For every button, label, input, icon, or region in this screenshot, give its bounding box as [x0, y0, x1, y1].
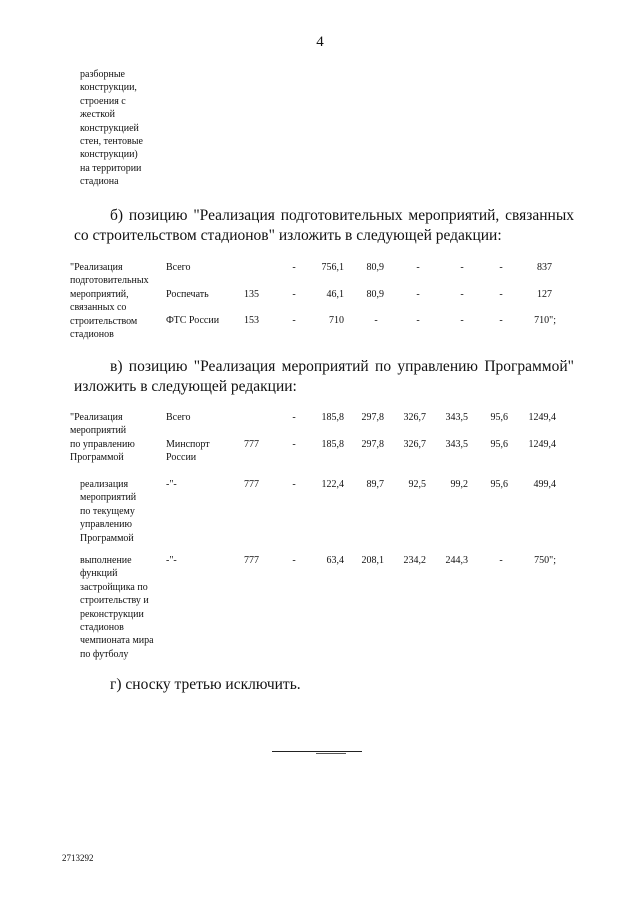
table-b-row-1-col1: -: [292, 262, 296, 273]
table-b-row-3-code: 153: [244, 315, 259, 326]
table-b-row-1-col3: 80,9: [366, 262, 384, 273]
table-v-row-1-col6: 95,6: [490, 412, 508, 423]
closing-rule: [272, 751, 362, 752]
table-v-row-3-col6: 95,6: [490, 479, 508, 490]
table-v-row-3-col4: 92,5: [408, 479, 426, 490]
closing-rule-mark: [316, 753, 346, 754]
table-v-row-3-col5: 99,2: [450, 479, 468, 490]
table-v-row-2-col3: 297,8: [361, 439, 384, 450]
table-v-row-3-col1: -: [292, 479, 296, 490]
table-v-row-1-executor: Всего: [166, 412, 191, 423]
table-b-row-2-executor: Роспечать: [166, 289, 209, 300]
table-v-row-4-name: выполнение функций застройщика по строительству и реконструкции стадионов чемпионата мира по футболу: [80, 555, 154, 660]
table-v-row-4-col2: 63,4: [326, 555, 344, 566]
table-b-row-3-col2: 710: [329, 315, 344, 326]
table-v-row-1-col2: 185,8: [321, 412, 344, 423]
table-v-row-2-col6: 95,6: [490, 439, 508, 450]
table-b-row-1-col6: -: [499, 262, 503, 273]
paragraph-g: г) сноску третью исключить.: [110, 676, 301, 693]
table-b-row-3-col4: -: [416, 315, 420, 326]
paragraph-v-line1: в) позицию "Реализация мероприятий по управлению Программой": [110, 358, 574, 375]
table-b-row-2-total: 127: [537, 289, 552, 300]
page-number: 4: [316, 34, 324, 50]
table-b-row-3-col3: -: [374, 315, 378, 326]
table-v-row-3-col2: 122,4: [321, 479, 344, 490]
table-v-row-2-total: 1249,4: [528, 439, 556, 450]
table-b-row-3-total: 710";: [534, 315, 556, 326]
table-v-row-2-col2: 185,8: [321, 439, 344, 450]
table-v-row-4-col4: 234,2: [403, 555, 426, 566]
table-v-row-4-col5: 244,3: [445, 555, 468, 566]
table-b-row-3-col1: -: [292, 315, 296, 326]
table-b-row-2-col1: -: [292, 289, 296, 300]
table-b-row-3-executor: ФТС России: [166, 315, 220, 326]
table-b-program-name: "Реализация подготовительных мероприятий, связанных со строительством стадионов: [70, 262, 149, 341]
continued-row-text: разборные конструкции, строения с жесткой конструкцией стен, тентовые конструкции) на территории стадиона: [80, 69, 143, 188]
table-v-row-4-col6: -: [499, 555, 503, 566]
paragraph-b-line1: б) позицию "Реализация подготовительных мероприятий, связанных: [110, 207, 574, 224]
table-v-row-1-col3: 297,8: [361, 412, 384, 423]
table-v-row-3-executor: -"-: [166, 479, 177, 490]
table-v-row-2-col4: 326,7: [403, 439, 426, 450]
table-v-row-4-col1: -: [292, 555, 296, 566]
table-v-row-1-total: 1249,4: [528, 412, 556, 423]
table-v-row-1-col1: -: [292, 412, 296, 423]
table-b-row-2-col5: -: [460, 289, 464, 300]
table-b-row-3-col5: -: [460, 315, 464, 326]
table-b-row-1-col4: -: [416, 262, 420, 273]
paragraph-v: [74, 357, 574, 397]
table-v-row-3-col3: 89,7: [366, 479, 384, 490]
table-v-row-4-total: 750";: [534, 555, 556, 566]
table-v-row-4-executor: -"-: [166, 555, 177, 566]
table-b-row-2-col6: -: [499, 289, 503, 300]
table-b-row-2-col3: 80,9: [366, 289, 384, 300]
paragraph-b-line2: со строительством стадионов" изложить в следующей редакции:: [74, 227, 502, 244]
table-b-row-2-col2: 46,1: [326, 289, 344, 300]
table-b-row-1-total: 837: [537, 262, 552, 273]
table-v-row-3-name: реализация мероприятий по текущему управлению Программой: [80, 479, 137, 544]
table-b-row-2-code: 135: [244, 289, 259, 300]
table-v-row-4-col3: 208,1: [361, 555, 384, 566]
table-v-row-3-code: 777: [244, 479, 259, 490]
table-b-row-2-col4: -: [416, 289, 420, 300]
table-v-row-2-executor: Минспорт России: [166, 439, 210, 464]
table-b-row-1-col5: -: [460, 262, 464, 273]
table-b-row-1-executor: Всего: [166, 262, 191, 273]
table-v-row-1-col5: 343,5: [445, 412, 468, 423]
table-v-row-4-code: 777: [244, 555, 259, 566]
paragraph-b: [74, 206, 574, 246]
table-v-row-3-total: 499,4: [533, 479, 556, 490]
table-b-row-1-col2: 756,1: [321, 262, 344, 273]
document-id: 2713292: [62, 853, 94, 863]
table-b-row-3-col6: -: [499, 315, 503, 326]
paragraph-v-line2: изложить в следующей редакции:: [74, 378, 297, 395]
table-v-row-2-col1: -: [292, 439, 296, 450]
table-v-row-1-name: "Реализация мероприятий по управлению Программой: [70, 412, 135, 464]
table-v-row-1-col4: 326,7: [403, 412, 426, 423]
table-v-row-2-col5: 343,5: [445, 439, 468, 450]
table-v-row-2-code: 777: [244, 439, 259, 450]
